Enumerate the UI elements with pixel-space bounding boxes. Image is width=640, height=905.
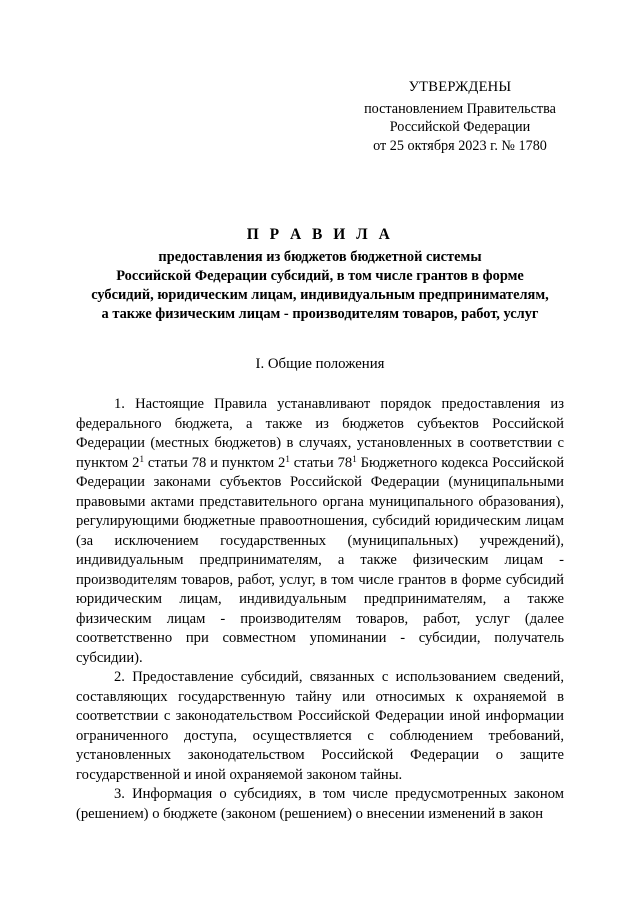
superscript: 1 bbox=[285, 453, 290, 464]
paragraph-text: статьи 78 и пунктом 2 bbox=[143, 454, 286, 471]
subtitle-line: Российской Федерации субсидий, в том числе грантов в форме bbox=[116, 268, 524, 284]
subtitle-line: субсидий, юридическим лицам, индивидуальным предпринимателям, bbox=[91, 287, 549, 303]
approval-line: Российской Федерации bbox=[389, 119, 531, 135]
paragraph-2: 2. Предоставление субсидий, связанных с использованием сведений, составляющих государственную тайну или относимых к охраняемой в соответствии с законодательством Российской Федерации иной информации ограниченного доступа, осуществляется с соблюдением требований, установленных законодательством Российской Федерации о защите государственной и иной охраняемой законом тайны. bbox=[76, 669, 564, 783]
superscript: 1 bbox=[139, 453, 144, 464]
paragraph-text: статьи 78 bbox=[289, 454, 353, 471]
paragraph-1 bbox=[76, 395, 564, 668]
document-body bbox=[76, 395, 564, 824]
approval-stamp bbox=[330, 78, 590, 155]
paragraph-text: Бюджетного кодекса Российской Федерации законами субъектов Российской Федерации (муниципальными правовыми актами представительного органа муниципального образования), регулирующими бюджетные правоотношения, субсидий юридическим лицам (за исключением государственных (муниципальных) учреждений), индивидуальным предпринимателям, а также физическим лицам - производителям товаров, работ, услуг, в том числе грантов в форме субсидий юридическим лицам, индивидуальным предпринимателям, а также физическим лицам - производителям товаров, работ, услуг (далее соответственно при совместном упоминании - субсидии, получатель субсидии). bbox=[76, 454, 565, 666]
document-subtitle bbox=[60, 248, 580, 324]
approval-line: от 25 октября 2023 г. № 1780 bbox=[373, 137, 547, 154]
approval-line: постановлением Правительства bbox=[364, 100, 556, 117]
document-title: П Р А В И Л А bbox=[246, 226, 394, 243]
superscript: 1 bbox=[352, 453, 357, 464]
approval-heading: УТВЕРЖДЕНЫ bbox=[408, 79, 512, 95]
subtitle-line: а также физическим лицам - производителям товаров, работ, услуг bbox=[101, 306, 539, 322]
paragraph-text: 1. Настоящие Правила устанавливают порядок предоставления из федерального бюджета, а также из бюджетов субъектов Российской Федерации (местных бюджетов) в случаях, установленных в соответствии с пунктом 2 bbox=[76, 396, 564, 471]
section-heading: I. Общие положения bbox=[255, 356, 385, 372]
subtitle-line: предоставления из бюджетов бюджетной системы bbox=[158, 249, 482, 265]
paragraph-3: 3. Информация о субсидиях, в том числе предусмотренных законом (решением) о бюджете (законом (решением) о внесении изменений в закон bbox=[76, 786, 564, 822]
